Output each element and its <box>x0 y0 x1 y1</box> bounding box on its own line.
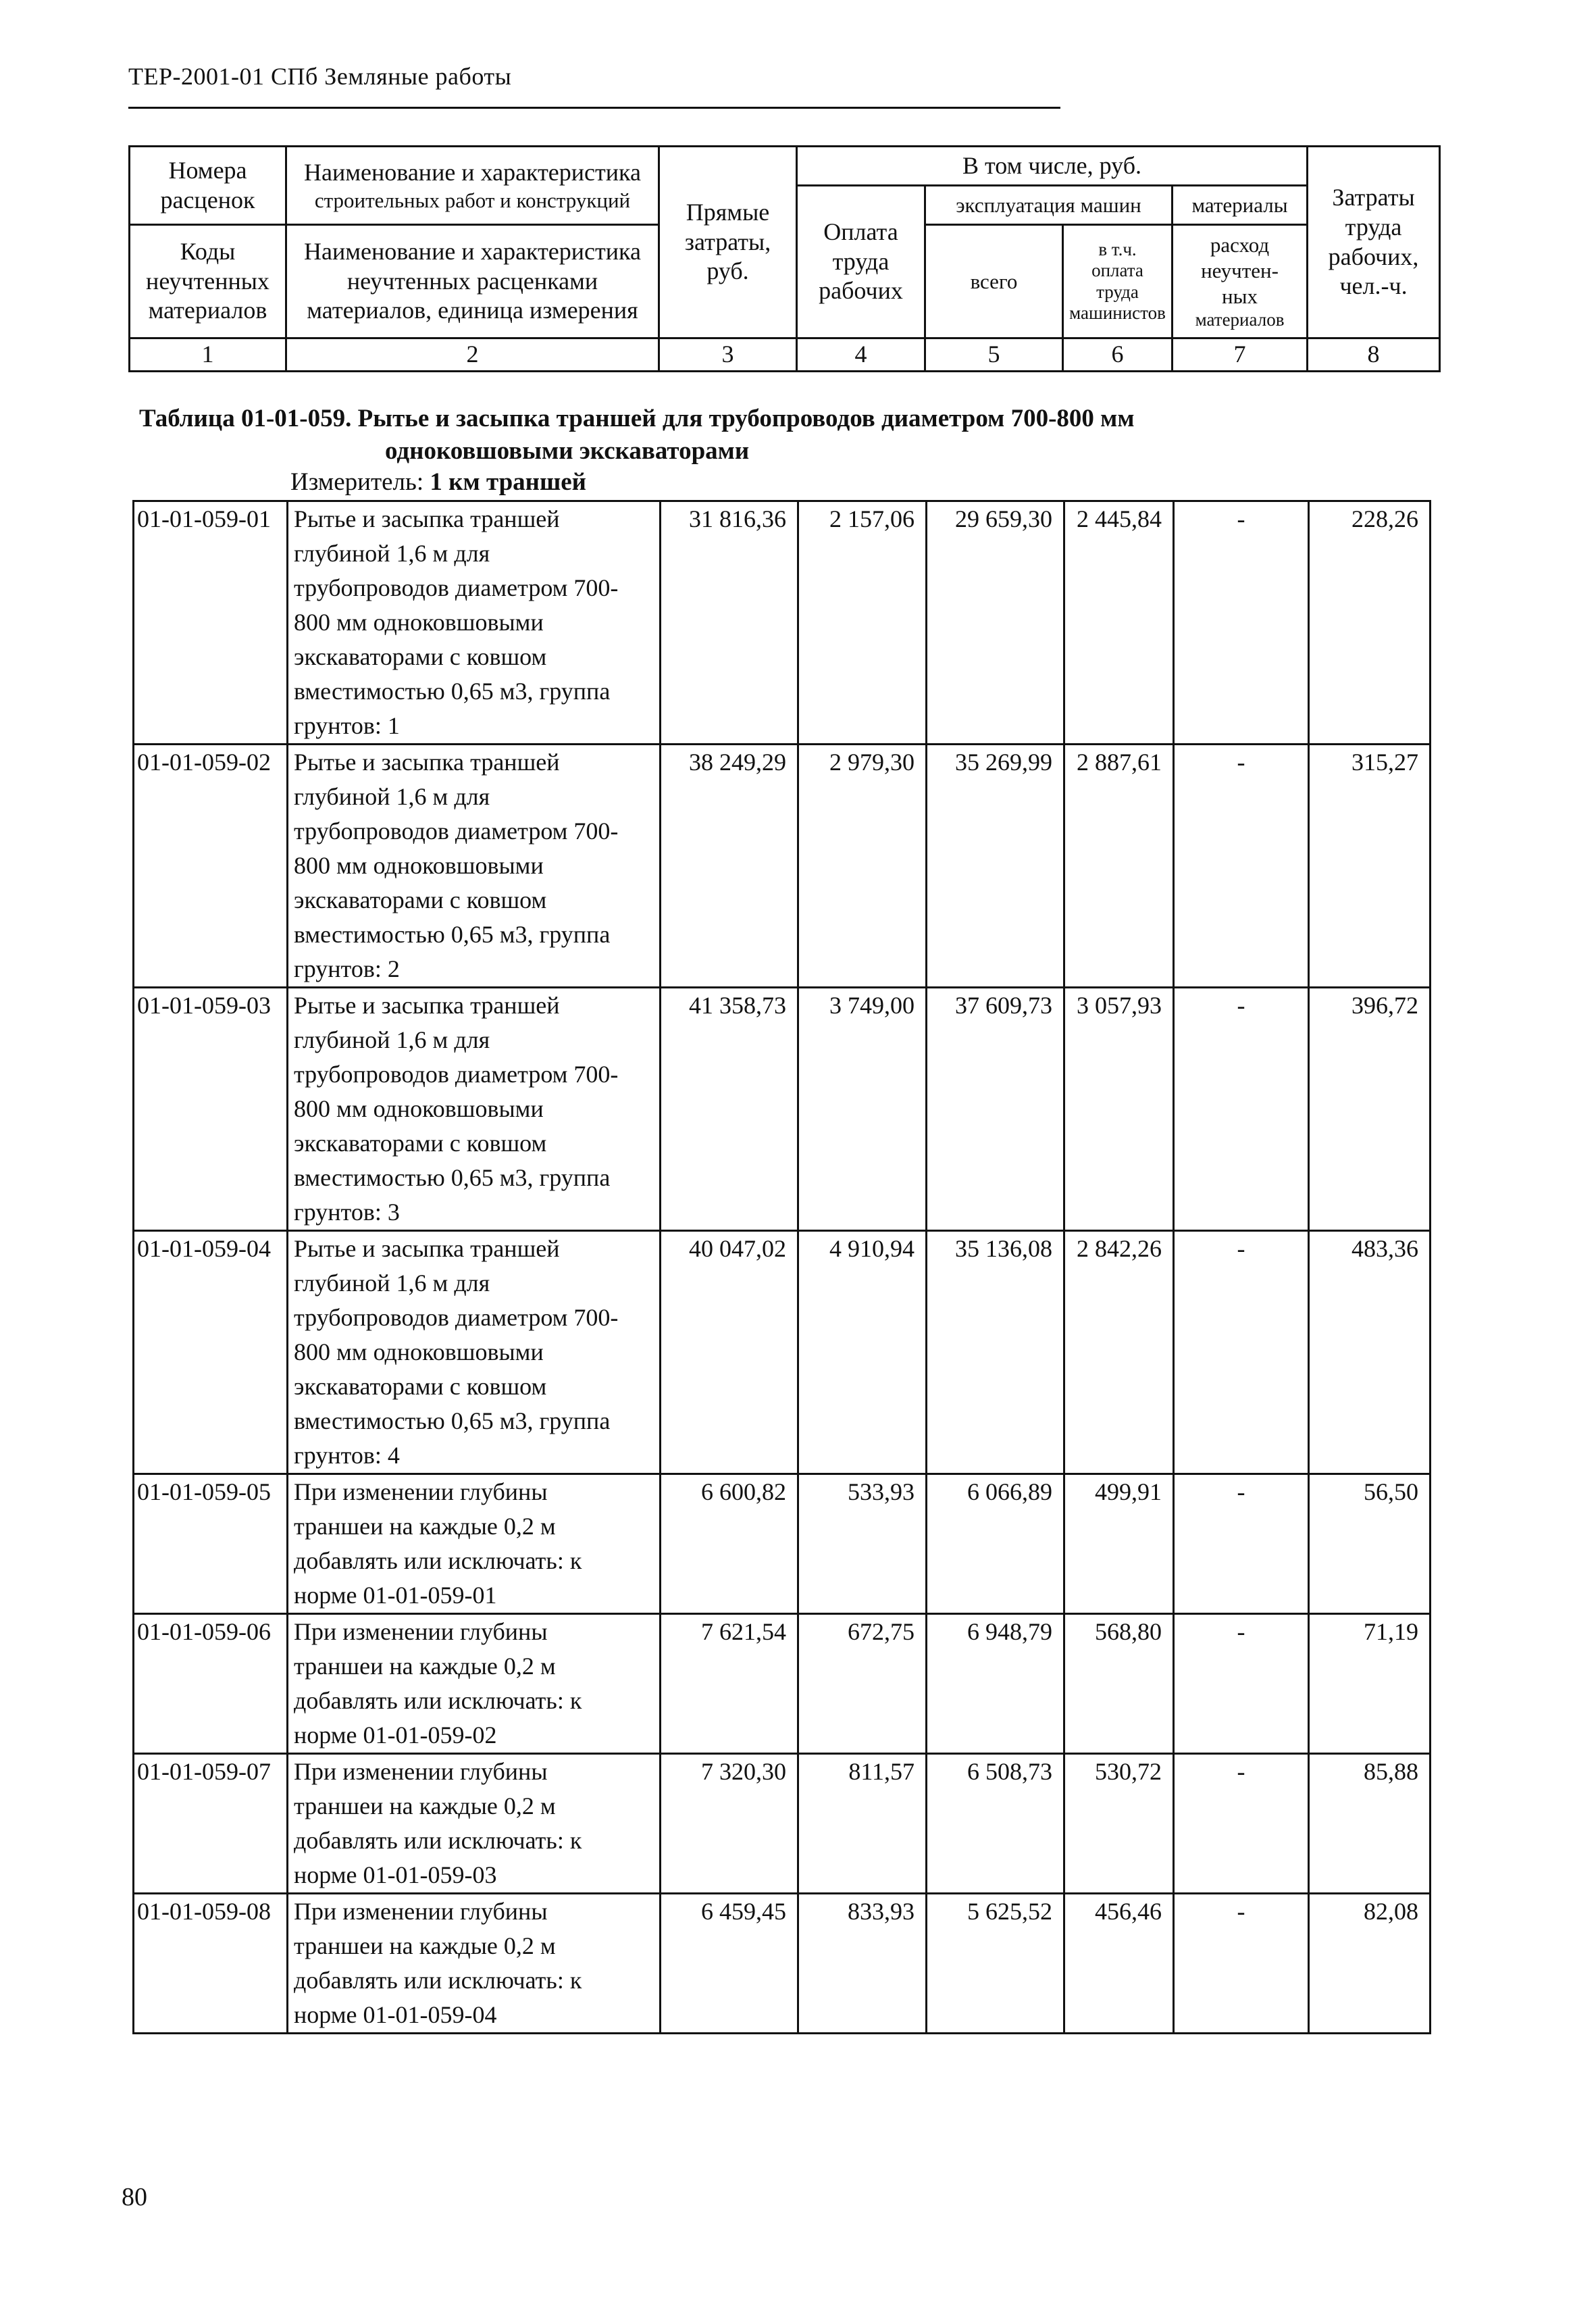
machines-total-cell: 37 609,73 <box>927 988 1064 1231</box>
description-line: экскаваторами с ковшом <box>294 886 547 913</box>
description-line: трубопроводов диаметром 700- <box>294 1304 619 1331</box>
description-line: норме 01-01-059-02 <box>294 1721 497 1749</box>
description-line: траншеи на каждые 0,2 м <box>294 1932 556 1959</box>
rate-description <box>288 1614 661 1754</box>
description-line: траншеи на каждые 0,2 м <box>294 1513 556 1540</box>
materials-cell: - <box>1174 1614 1309 1754</box>
rate-code: 01-01-059-01 <box>134 501 288 745</box>
description-line: норме 01-01-059-01 <box>294 1582 497 1609</box>
page-number: 80 <box>122 2183 147 2211</box>
labor-hours-cell: 85,88 <box>1309 1754 1431 1894</box>
table-caption <box>128 403 1439 468</box>
labor-wage-cell: 4 910,94 <box>798 1231 927 1474</box>
description-line: вместимостью 0,65 м3, группа <box>294 921 611 948</box>
machines-total-cell: 35 269,99 <box>927 745 1064 988</box>
rate-description <box>288 1754 661 1894</box>
rate-code: 01-01-059-05 <box>134 1474 288 1614</box>
direct-costs-cell: 41 358,73 <box>661 988 798 1231</box>
rate-description <box>288 1474 661 1614</box>
rates-table <box>132 500 1431 2034</box>
description-line: вместимостью 0,65 м3, группа <box>294 678 611 705</box>
description-line: Рытье и засыпка траншей <box>294 992 560 1019</box>
description-line: добавлять или исключать: к <box>294 1827 582 1854</box>
machines-total-cell: 6 508,73 <box>927 1754 1064 1894</box>
rate-code: 01-01-059-07 <box>134 1754 288 1894</box>
materials-cell: - <box>1174 745 1309 988</box>
labor-hours-cell: 483,36 <box>1309 1231 1431 1474</box>
column-number: 1 <box>130 338 286 372</box>
machinists-wage-cell: 568,80 <box>1064 1614 1174 1754</box>
unit-of-measure: Измеритель: 1 км траншей <box>290 468 586 496</box>
description-line: вместимостью 0,65 м3, группа <box>294 1407 611 1434</box>
description-line: глубиной 1,6 м для <box>294 1269 490 1297</box>
column-numbers-row <box>130 338 1440 372</box>
description-line: экскаваторами с ковшом <box>294 1130 547 1157</box>
materials-cell: - <box>1174 1754 1309 1894</box>
materials-cell: - <box>1174 1231 1309 1474</box>
description-line: добавлять или исключать: к <box>294 1967 582 1994</box>
description-line: Рытье и засыпка траншей <box>294 505 560 532</box>
machines-total-cell: 29 659,30 <box>927 501 1064 745</box>
header-machines-total: всего <box>925 225 1063 338</box>
machinists-wage-cell: 2 842,26 <box>1064 1231 1174 1474</box>
rate-description <box>288 501 661 745</box>
machinists-wage-cell: 456,46 <box>1064 1894 1174 2034</box>
header-work-name: Наименование и характеристика строительных работ и конструкций <box>286 147 659 225</box>
table-row <box>134 501 1431 745</box>
header-direct-costs: Прямые затраты, руб. <box>659 147 797 338</box>
table-row <box>134 1894 1431 2034</box>
table-row <box>134 745 1431 988</box>
labor-wage-cell: 811,57 <box>798 1754 927 1894</box>
header-rule <box>128 107 1060 109</box>
description-line: грунтов: 3 <box>294 1199 400 1226</box>
description-line: Рытье и засыпка траншей <box>294 749 560 776</box>
table-row <box>134 1231 1431 1474</box>
machinists-wage-cell: 2 887,61 <box>1064 745 1174 988</box>
column-number: 8 <box>1308 338 1440 372</box>
column-number: 6 <box>1063 338 1173 372</box>
description-line: глубиной 1,6 м для <box>294 783 490 810</box>
machinists-wage-cell: 530,72 <box>1064 1754 1174 1894</box>
table-row <box>134 988 1431 1231</box>
table-caption-line1: Таблица 01-01-059. Рытье и засыпка траншей для трубопроводов диаметром 700-800 мм <box>139 405 1135 432</box>
header-materials: материалы <box>1173 186 1308 225</box>
labor-wage-cell: 672,75 <box>798 1614 927 1754</box>
description-line: экскаваторами с ковшом <box>294 643 547 670</box>
labor-hours-cell: 315,27 <box>1309 745 1431 988</box>
description-line: трубопроводов диаметром 700- <box>294 818 619 845</box>
table-row <box>134 1614 1431 1754</box>
labor-wage-cell: 2 157,06 <box>798 501 927 745</box>
description-line: вместимостью 0,65 м3, группа <box>294 1164 611 1191</box>
header-machine-operation: эксплуатация машин <box>925 186 1173 225</box>
rate-code: 01-01-059-03 <box>134 988 288 1231</box>
rate-code: 01-01-059-06 <box>134 1614 288 1754</box>
column-number: 5 <box>925 338 1063 372</box>
description-line: траншеи на каждые 0,2 м <box>294 1653 556 1680</box>
header-machinists-wage: в т.ч. оплата труда машинистов <box>1063 225 1173 338</box>
labor-wage-cell: 3 749,00 <box>798 988 927 1231</box>
rate-description <box>288 1894 661 2034</box>
description-line: траншеи на каждые 0,2 м <box>294 1792 556 1819</box>
direct-costs-cell: 7 320,30 <box>661 1754 798 1894</box>
labor-hours-cell: 71,19 <box>1309 1614 1431 1754</box>
labor-wage-cell: 533,93 <box>798 1474 927 1614</box>
description-line: экскаваторами с ковшом <box>294 1373 547 1400</box>
description-line: норме 01-01-059-03 <box>294 1861 497 1888</box>
column-number: 2 <box>286 338 659 372</box>
direct-costs-cell: 7 621,54 <box>661 1614 798 1754</box>
header-material-consumption: расход неучтен- ных материалов <box>1173 225 1308 338</box>
materials-cell: - <box>1174 501 1309 745</box>
table-row <box>134 1474 1431 1614</box>
direct-costs-cell: 40 047,02 <box>661 1231 798 1474</box>
description-line: грунтов: 2 <box>294 955 400 982</box>
materials-cell: - <box>1174 1894 1309 2034</box>
description-line: 800 мм одноковшовыми <box>294 852 544 879</box>
machinists-wage-cell: 2 445,84 <box>1064 501 1174 745</box>
header-material-names: Наименование и характеристика неучтенных расценками материалов, единица измерения <box>286 225 659 338</box>
labor-wage-cell: 2 979,30 <box>798 745 927 988</box>
description-line: глубиной 1,6 м для <box>294 1026 490 1053</box>
description-line: 800 мм одноковшовыми <box>294 609 544 636</box>
header-wage-workers: Оплата труда рабочих <box>797 186 925 338</box>
machines-total-cell: 6 948,79 <box>927 1614 1064 1754</box>
description-line: 800 мм одноковшовыми <box>294 1338 544 1365</box>
column-number: 7 <box>1173 338 1308 372</box>
rate-code: 01-01-059-08 <box>134 1894 288 2034</box>
header-rate-numbers: Номера расценок <box>130 147 286 225</box>
labor-wage-cell: 833,93 <box>798 1894 927 2034</box>
header-material-codes: Коды неучтенных материалов <box>130 225 286 338</box>
description-line: трубопроводов диаметром 700- <box>294 574 619 601</box>
header-including-group: В том числе, руб. <box>797 147 1308 186</box>
labor-hours-cell: 56,50 <box>1309 1474 1431 1614</box>
direct-costs-cell: 38 249,29 <box>661 745 798 988</box>
description-line: трубопроводов диаметром 700- <box>294 1061 619 1088</box>
table-row <box>134 1754 1431 1894</box>
rate-description <box>288 1231 661 1474</box>
header-labor-hours: Затраты труда рабочих, чел.-ч. <box>1308 147 1440 338</box>
description-line: грунтов: 4 <box>294 1442 400 1469</box>
rate-description <box>288 988 661 1231</box>
description-line: При изменении глубины <box>294 1478 548 1505</box>
rate-code: 01-01-059-02 <box>134 745 288 988</box>
machinists-wage-cell: 3 057,93 <box>1064 988 1174 1231</box>
column-number: 4 <box>797 338 925 372</box>
labor-hours-cell: 228,26 <box>1309 501 1431 745</box>
description-line: добавлять или исключать: к <box>294 1547 582 1574</box>
machinists-wage-cell: 499,91 <box>1064 1474 1174 1614</box>
materials-cell: - <box>1174 1474 1309 1614</box>
table-caption-line2: одноковшовыми экскаваторами <box>385 437 750 465</box>
direct-costs-cell: 6 600,82 <box>661 1474 798 1614</box>
column-number: 3 <box>659 338 797 372</box>
description-line: При изменении глубины <box>294 1758 548 1785</box>
direct-costs-cell: 31 816,36 <box>661 501 798 745</box>
column-header-table <box>128 145 1441 372</box>
description-line: грунтов: 1 <box>294 712 400 739</box>
machines-total-cell: 35 136,08 <box>927 1231 1064 1474</box>
direct-costs-cell: 6 459,45 <box>661 1894 798 2034</box>
materials-cell: - <box>1174 988 1309 1231</box>
description-line: добавлять или исключать: к <box>294 1687 582 1714</box>
description-line: норме 01-01-059-04 <box>294 2001 497 2028</box>
machines-total-cell: 6 066,89 <box>927 1474 1064 1614</box>
description-line: Рытье и засыпка траншей <box>294 1235 560 1262</box>
labor-hours-cell: 396,72 <box>1309 988 1431 1231</box>
rate-description <box>288 745 661 988</box>
machines-total-cell: 5 625,52 <box>927 1894 1064 2034</box>
description-line: 800 мм одноковшовыми <box>294 1095 544 1122</box>
running-head: ТЕР-2001-01 СПб Земляные работы <box>128 63 512 90</box>
description-line: При изменении глубины <box>294 1898 548 1925</box>
rate-code: 01-01-059-04 <box>134 1231 288 1474</box>
description-line: При изменении глубины <box>294 1618 548 1645</box>
labor-hours-cell: 82,08 <box>1309 1894 1431 2034</box>
description-line: глубиной 1,6 м для <box>294 540 490 567</box>
